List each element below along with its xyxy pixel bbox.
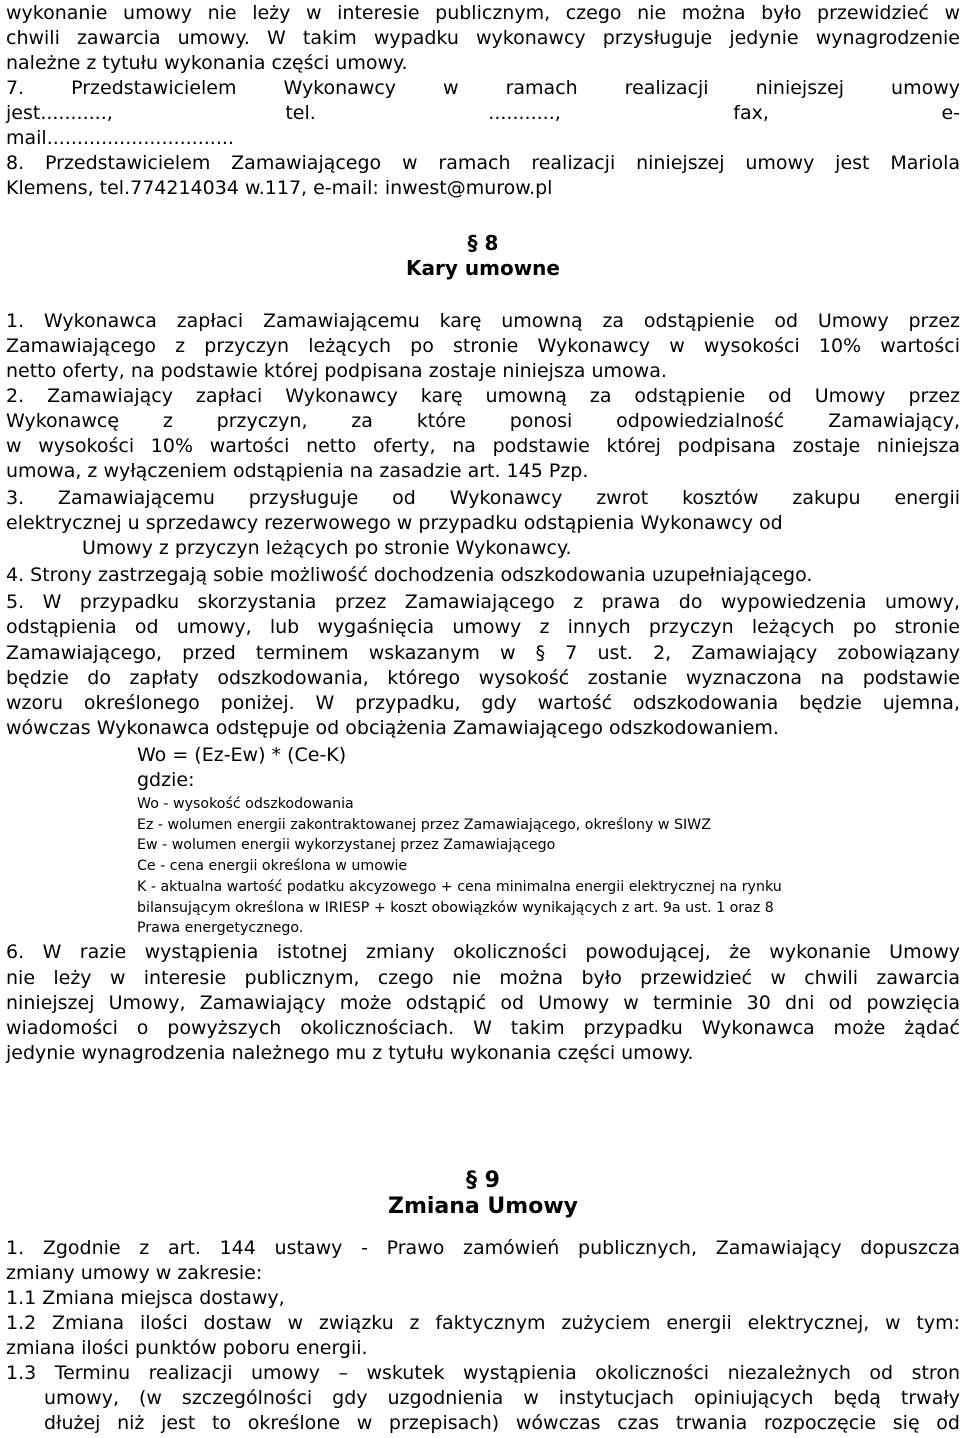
- paragraph-line: 3. Zamawiającemu przysługuje od Wykonawcy zwrot kosztów zakupu energii: [6, 487, 960, 509]
- list-item: 1.3 Terminu realizacji umowy – wskutek wystąpienia okoliczności niezależnych od stron: [6, 1362, 960, 1384]
- paragraph-line: wówczas Wykonawca odstępuje od obciążenia Zamawiającego odszkodowaniem.: [6, 717, 779, 739]
- paragraph-line: odstąpienia od umowy, lub wygaśnięcia umowy z innych przyczyn leżących po stronie: [6, 616, 960, 638]
- paragraph-line: 6. W razie wystąpienia istotnej zmiany okoliczności powodującej, że wykonanie Umowy: [6, 941, 960, 963]
- definition-line: K - aktualna wartość podatku akcyzowego + cena minimalna energii elektrycznej na rynku: [137, 879, 782, 895]
- paragraph-line: zmiana ilości punktów poboru energii.: [6, 1337, 368, 1359]
- paragraph-line: Zamawiającego z przyczyn leżących po stronie Wykonawcy w wysokości 10% wartości: [6, 335, 960, 357]
- paragraph-line: chwili zawarcia umowy. W takim wypadku wykonawcy przysługuje jedynie wynagrodzenie: [6, 27, 960, 49]
- paragraph-line: Umowy z przyczyn leżących po stronie Wykonawcy.: [82, 537, 572, 559]
- formula: Wo = (Ez-Ew) * (Ce-K): [137, 744, 347, 766]
- paragraph-line: zmiany umowy w zakresie:: [6, 1262, 263, 1284]
- paragraph-line: jest..........., tel. ..........., fax, e-: [6, 102, 960, 124]
- paragraph-line: jedynie wynagrodzenia należnego mu z tytułu wykonania części umowy.: [6, 1042, 694, 1064]
- definition-line: Ce - cena energii określona w umowie: [137, 858, 408, 874]
- paragraph-line: niniejszej Umowy, Zamawiający może odstąpić od Umowy w terminie 30 dni od powzięcia: [6, 992, 960, 1014]
- paragraph-line: 1. Zgodnie z art. 144 ustawy - Prawo zamówień publicznych, Zamawiający dopuszcza: [6, 1237, 960, 1259]
- paragraph-line: elektrycznej u sprzedawcy rezerwowego w przypadku odstąpienia Wykonawcy od: [6, 512, 783, 534]
- section-title: Zmiana Umowy: [388, 1194, 578, 1219]
- list-item: 1.2 Zmiana ilości dostaw w związku z faktycznym zużyciem energii elektrycznej, w tym:: [6, 1312, 960, 1334]
- paragraph-line: wiadomości o powyższych okolicznościach. W takim przypadku Wykonawca może żądać: [6, 1017, 960, 1039]
- section-title: Kary umowne: [406, 256, 560, 280]
- paragraph-line: 5. W przypadku skorzystania przez Zamawiającego z prawa do wypowiedzenia umowy,: [6, 591, 960, 613]
- paragraph-line: Wykonawcę z przyczyn, za które ponosi odpowiedzialność Zamawiający,: [6, 410, 960, 432]
- paragraph-line: 8. Przedstawicielem Zamawiającego w ramach realizacji niniejszej umowy jest Mariola: [6, 152, 960, 174]
- paragraph-line: Klemens, tel.774214034 w.117, e-mail: inwest@murow.pl: [6, 177, 553, 199]
- paragraph-line: wzoru określonego poniżej. W przypadku, gdy wartość odszkodowania będzie ujemna,: [6, 692, 960, 714]
- paragraph-line: netto oferty, na podstawie której podpisana zostaje niniejsza umowa.: [6, 360, 667, 382]
- paragraph-line: 4. Strony zastrzegają sobie możliwość dochodzenia odszkodowania uzupełniającego.: [6, 564, 813, 586]
- section-number: § 9: [466, 1168, 500, 1193]
- formula-where-label: gdzie:: [137, 769, 195, 791]
- section-number: § 8: [467, 231, 499, 255]
- definition-line: Ew - wolumen energii wykorzystanej przez Zamawiającego: [137, 837, 556, 853]
- paragraph-line: będzie do zapłaty odszkodowania, którego wysokość zostanie wyznaczona na podstawie: [6, 667, 960, 689]
- paragraph-line: nie leży w interesie publicznym, czego nie można było przewidzieć w chwili zawarcia: [6, 967, 960, 989]
- paragraph-line: wykonanie umowy nie leży w interesie publicznym, czego nie można było przewidzieć w: [6, 2, 960, 24]
- list-item: 1.1 Zmiana miejsca dostawy,: [6, 1287, 285, 1309]
- paragraph-line: umowa, z wyłączeniem odstąpienia na zasadzie art. 145 Pzp.: [6, 460, 589, 482]
- definition-line: bilansującym określona w IRIESP + koszt obowiązków wynikających z art. 9a ust. 1 oraz 8: [137, 900, 774, 916]
- paragraph-line: w wysokości 10% wartości netto oferty, na podstawie której podpisana zostaje niniejsza: [6, 435, 960, 457]
- definition-line: Prawa energetycznego.: [137, 920, 304, 936]
- paragraph-line: mail...............................: [6, 127, 234, 149]
- paragraph-line: umowy, (w szczególności gdy uzgodnienia w instytucjach opiniujących będą trwały: [44, 1387, 960, 1409]
- paragraph-line: Zamawiającego, przed terminem wskazanym w § 7 ust. 2, Zamawiający zobowiązany: [6, 642, 960, 664]
- paragraph-line: należne z tytułu wykonania części umowy.: [6, 52, 408, 74]
- definition-line: Ez - wolumen energii zakontraktowanej przez Zamawiającego, określony w SIWZ: [137, 817, 711, 833]
- definition-line: Wo - wysokość odszkodowania: [137, 796, 354, 812]
- paragraph-line: dłużej niż jest to określone w przepisach) wówczas czas trwania rozpoczęcie się od: [44, 1412, 960, 1434]
- paragraph-line: 1. Wykonawca zapłaci Zamawiającemu karę umowną za odstąpienie od Umowy przez: [6, 310, 960, 332]
- paragraph-line: 2. Zamawiający zapłaci Wykonawcy karę umowną za odstąpienie od Umowy przez: [6, 385, 960, 407]
- paragraph-line: 7. Przedstawicielem Wykonawcy w ramach realizacji niniejszej umowy: [6, 77, 960, 99]
